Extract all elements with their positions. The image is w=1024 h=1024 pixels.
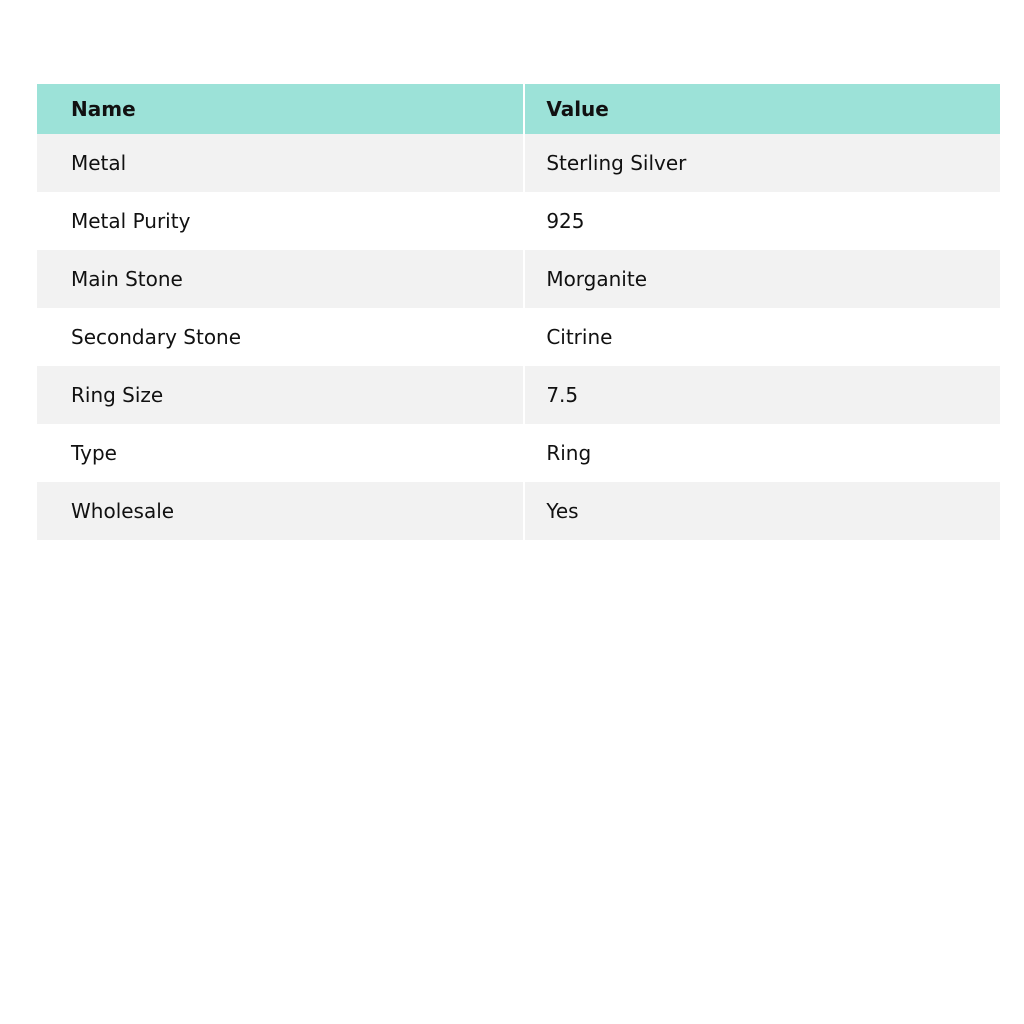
cell-attribute-name: Ring Size (71, 383, 164, 407)
cell-attribute-value: Morganite (523, 250, 1000, 308)
product-spec-table (37, 84, 1000, 540)
table-row (37, 366, 1000, 424)
table-row (37, 192, 1000, 250)
table-row (37, 308, 1000, 366)
cell-attribute-value: 925 (523, 192, 1000, 250)
cell-attribute-name: Metal Purity (71, 209, 191, 233)
cell-attribute-value: Yes (523, 482, 1000, 540)
cell-attribute-name: Metal (71, 151, 127, 175)
cell-attribute-value: Citrine (523, 308, 1000, 366)
table-row (37, 424, 1000, 482)
table-row (37, 250, 1000, 308)
cell-attribute-name: Type (71, 441, 117, 465)
cell-attribute-value: 7.5 (523, 366, 1000, 424)
cell-attribute-value: Ring (523, 424, 1000, 482)
cell-attribute-name: Secondary Stone (71, 325, 242, 349)
cell-attribute-name: Main Stone (71, 267, 183, 291)
table-header-row (37, 84, 1000, 134)
table-row (37, 134, 1000, 192)
cell-attribute-name: Wholesale (71, 499, 175, 523)
header-cell-value: Value (523, 84, 1000, 134)
table-row (37, 482, 1000, 540)
header-cell-name: Name (71, 97, 136, 121)
cell-attribute-value: Sterling Silver (523, 134, 1000, 192)
